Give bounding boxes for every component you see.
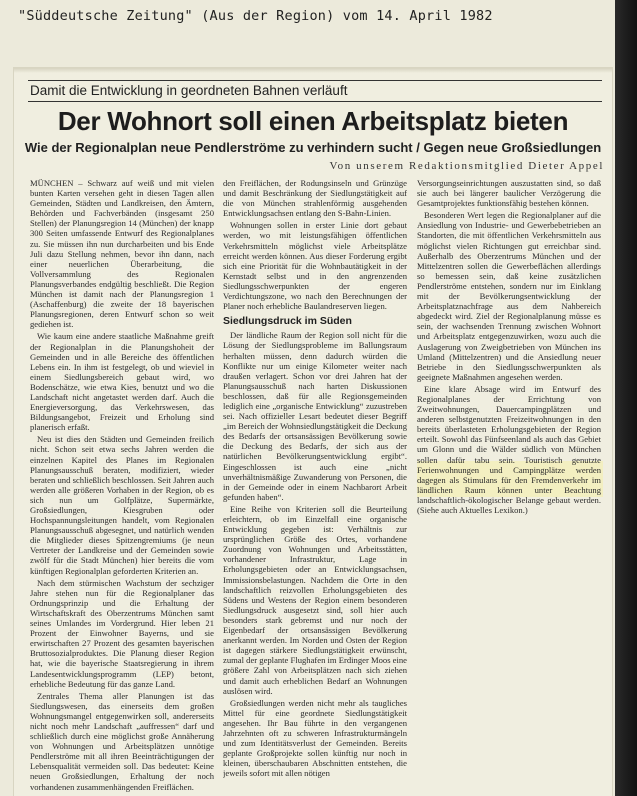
paragraph: Nach dem stürmischen Wachstum der sechziger Jahre stehen nun für die Regionalplaner das Ordnungsprinzip und die Erhaltung der Wirtschaftskraft des Oberzentrums München samt seines Umlandes im Vordergrund. Hier leben 21 Prozent der Einwohner Bayerns, und sie erwirtschaften 27 Prozent des gesamten bayerischen Bruttosozialproduktes. Die Planung dieser Region hat, wie die bayerische Staatsregierung in ihrem Landesentwicklungsprogramm (LEP) betont, erhebliche Bedeutung für das ganze Land. (30, 577, 214, 689)
paragraph: Eine klare Absage wird im Entwurf des Regionalplanes der Errichtung von Zweitwohnungen, Dauercampingplätzen und anderen selbstgenutzten Freizeitwohnungen in den bereits überlasteten Erholungsgebieten der Region erteilt. Sowohl das Fünfseenland als auch das Gebiet um Glonn und die Wälder südlich von München sollen dafür tabu sein. Touristisch genutzte Ferienwohnungen und Campingplätze werden dagegen als Stimulans für den Fremdenverkehr im ländlichen Raum können unter Beachtung landschaftlich-ökologischer Belange gebaut werden. (Siehe auch Aktuelles Lexikon.) (417, 383, 601, 515)
paragraph: Wie kaum eine andere staatliche Maßnahme greift der Regionalplan in die Planungshoheit der Gemeinden und in alle Bereiche des öffentlichen Lebens ein. In ihm ist festgelegt, ob und wieviel in einem Siedlungsbereich gebaut wird, wo Bodenschätze, wie etwa Kies, benutzt und wo die Landschaft nicht angetastet werden darf. Auch die Energieversorgung, das Verkehrswesen, das Bildungsangebot, Freizeit und Erholung sind planerisch erfaßt. (30, 331, 214, 433)
column-2 (223, 178, 407, 794)
clipping-edge (14, 68, 612, 73)
source-header: "Süddeutsche Zeitung" (Aus der Region) vom 14. April 1982 (18, 8, 493, 24)
paragraph: Neu ist dies den Städten und Gemeinden freilich nicht. Schon seit etwa sechs Jahren werden die einzelnen Kapitel des Planes im Regionalen Planungsausschuß beraten, modifiziert, wieder beraten und schließlich beschlossen. Seit Jahren auch werden alle größeren Vorhaben in der Region, ob es sich nun um Golfplätze, Supermärkte, Großsiedlungen, Kiesgruben oder Hochspannungsleitungen handelt, vom Regionalen Planungsausschuß abgesegnet, und natürlich wenden die Mitglieder dieses Spitzengremiums (je neun Vertreter der Landkreise und der Gemeinden sowie zwölf für die Stadt München) hier bereits die vom künftigen Regionalplan geforderten Kriterien an. (30, 434, 214, 576)
column-3 (417, 178, 601, 794)
paragraph: den Freiflächen, der Rodungsinseln und Grünzüge und damit Beschränkung der Siedlungstätigkeit auf die von München strahlenförmig ausgehenden Entwicklungsachsen entlang den S-Bahn-Linien. (223, 178, 407, 219)
paragraph: Besonderen Wert legen die Regionalplaner auf die Ansiedlung von Industrie- und Gewerbebetrieben an Standorten, die mit öffentlichen Verkehrsmitteln aus möglichst vielen Richtungen gut erreichbar sind. Außerhalb des Oberzentrums München und der Mittelzentren sollen die Gewerbeflächen allerdings so bemessen sein, daß keine zusätzlichen Pendlerströme entstehen, sondern nur im Einklang mit der Bevölkerungsentwicklung der Arbeitsplatznachfrage aus dem Nahbereich abgedeckt wird. Ziel der Regionalplanung müsse es sein, der wachsenden Trennung zwischen Wohnort und Arbeitsplatz entgegenzuwirken, wozu auch die Auslagerung von Zweigbetrieben von München ins Umland (Mittelzentren) und die Ansiedlung neuer Betriebe in den Siedlungsschwerpunkten als geeignete Maßnahmen angesehen werden. (417, 210, 601, 382)
scan-background-edge (615, 0, 637, 796)
paragraph: Der ländliche Raum der Region soll nicht für die Lösung der Siedlungsprobleme im Ballungsraum herhalten müssen, denn dadurch würden die Konflikte nur um einige Kilometer weiter nach draußen verlagert. Schon vor drei Jahren hat der Planungsausschuß nach harten Diskussionen beschlossen, daß für alle Regionsgemeinden lediglich eine „organische Entwicklung“ zuzustreben sei. Nach offizieller Lesart bedeutet dieser Begriff „im Bereich der Wohnsiedlungstätigkeit die Deckung des Bedarfs der ortsansässigen Bevölkerung sowie die Deckung des Bedarfs, der sich aus der natürlichen Bevölkerungsentwicklung ergibt“. Eingeschlossen ist auch eine „nicht unverhältnismäßige Zuwanderung von Personen, die in der Gemeinde oder in einem Nachbarort Arbeit gefunden haben“. (223, 330, 407, 502)
paragraph: Versorgungseinrichtungen auszustatten sind, so daß sie auch bei längerer baulicher Verzögerung die Gesamtprojektes funktionsfähig bestehen können. (417, 178, 601, 209)
article-headline: Der Wohnort soll einen Arbeitsplatz bieten (57, 106, 569, 136)
article-subheadline: Wie der Regionalplan neue Pendlerströme zu verhindern sucht / Gegen neue Großsiedlungen (24, 140, 602, 155)
article-byline: Von unserem Redaktionsmitglied Dieter Appel (329, 160, 604, 172)
paragraph: MÜNCHEN – Schwarz auf weiß und mit vielen bunten Karten versehen geht in diesen Tagen allen Gemeinden, Städten und Landkreisen, den Ämtern, Behörden und Fachverbänden (insgesamt 250 Stellen) der Planungsregion 14 (München) der knapp 300 Seiten umfassende Entwurf des Regionalplanes zu. Sie müssen ihn nun durcharbeiten und bis Ende Juli dazu Stellung nehmen, bevor ihn dann, nach einer neuerlichen Überarbeitung, die Vollversammlung des Regionalen Planungsverbandes endgültig beschließt. Die Region München ist damit nach der Planungsregion 1 (Aschaffenburg) die zweite der 18 bayerischen Planungsregionen, deren Entwurf schon so weit gediehen ist. (30, 178, 214, 330)
column-1 (30, 178, 214, 794)
paragraph: Zentrales Thema aller Planungen ist das Siedlungswesen, das einerseits dem großen Wohnungsmangel entgegenwirken soll, andererseits nicht noch mehr Landschaft „auffressen“ darf und schließlich durch eine möglichst große Annäherung von Wohnungen und Arbeitsplätzen unnötige Pendlerströme mit all ihren Beeinträchtigungen der Lebensqualität vermeiden soll. Das bedeutet: Keine neuen Großsiedlungen, Erhaltung der noch vorhandenen zusammenhängenden Freiflächen. (30, 690, 214, 792)
paragraph: Eine Reihe von Kriterien soll die Beurteilung erleichtern, ob im Einzelfall eine organische Entwicklung gegeben ist: Verhältnis zur ursprünglichen Größe des Ortes, vorhandene Zuordnung von Wohnungen und Arbeitsstätten, vorhandener Infrastruktur, Lage in Erholungsgebieten oder an Entwicklungsachsen, Immissionsbelastungen. Nachdem die Orte in den landschaftlich reizvollen Erholungsgebieten des Südens und Westens der Region einem besonderen Siedlungsdruck ausgesetzt sind, soll hier auch besonders stark gebremst und nur noch der Eigenbedarf der ortsansässigen Bevölkerung anerkannt werden. Im Norden und Osten der Region ist dagegen stärkere Siedlungstätigkeit erwünscht, zumal der geplante Flughafen im Erdinger Moos eine größere Zahl von Arbeitsplätzen nach sich ziehen und damit auch erheblichen Bedarf an Wohnungen auslösen wird. (223, 503, 407, 696)
paragraph: Wohnungen sollen in erster Linie dort gebaut werden, wo mit leistungsfähigen öffentlichen Verkehrsmitteln möglichst viele Arbeitsplätze erreicht werden können. Aus dieser Forderung ergibt sich eine Priorität für die Wohnbautätigkeit in der Kernstadt selbst und in den angrenzenden Siedlungsschwerpunkten der engeren Verdichtungszone, wo nach den Berechnungen der Planer noch erhebliche Baulandreserven liegen. (223, 220, 407, 312)
newspaper-clipping (14, 68, 612, 796)
article-kicker: Damit die Entwicklung in geordneten Bahnen verläuft (28, 80, 602, 102)
paragraph: Großsiedlungen werden nicht mehr als taugliches Mittel für eine geordnete Siedlungstätigkeit angesehen. Ihr Bau führte in den vergangenen Jahrzehnten oft zu schweren Infrastrukturmängeln und zum Identitätsverlust der Gemeinden. Bereits geplante Großprojekte sollen künftig nur noch in kleinen, überschaubaren Abschnitten entstehen, die jeweils sofort mit allen nötigen (223, 697, 407, 779)
section-heading: Siedlungsdruck im Süden (223, 315, 352, 328)
